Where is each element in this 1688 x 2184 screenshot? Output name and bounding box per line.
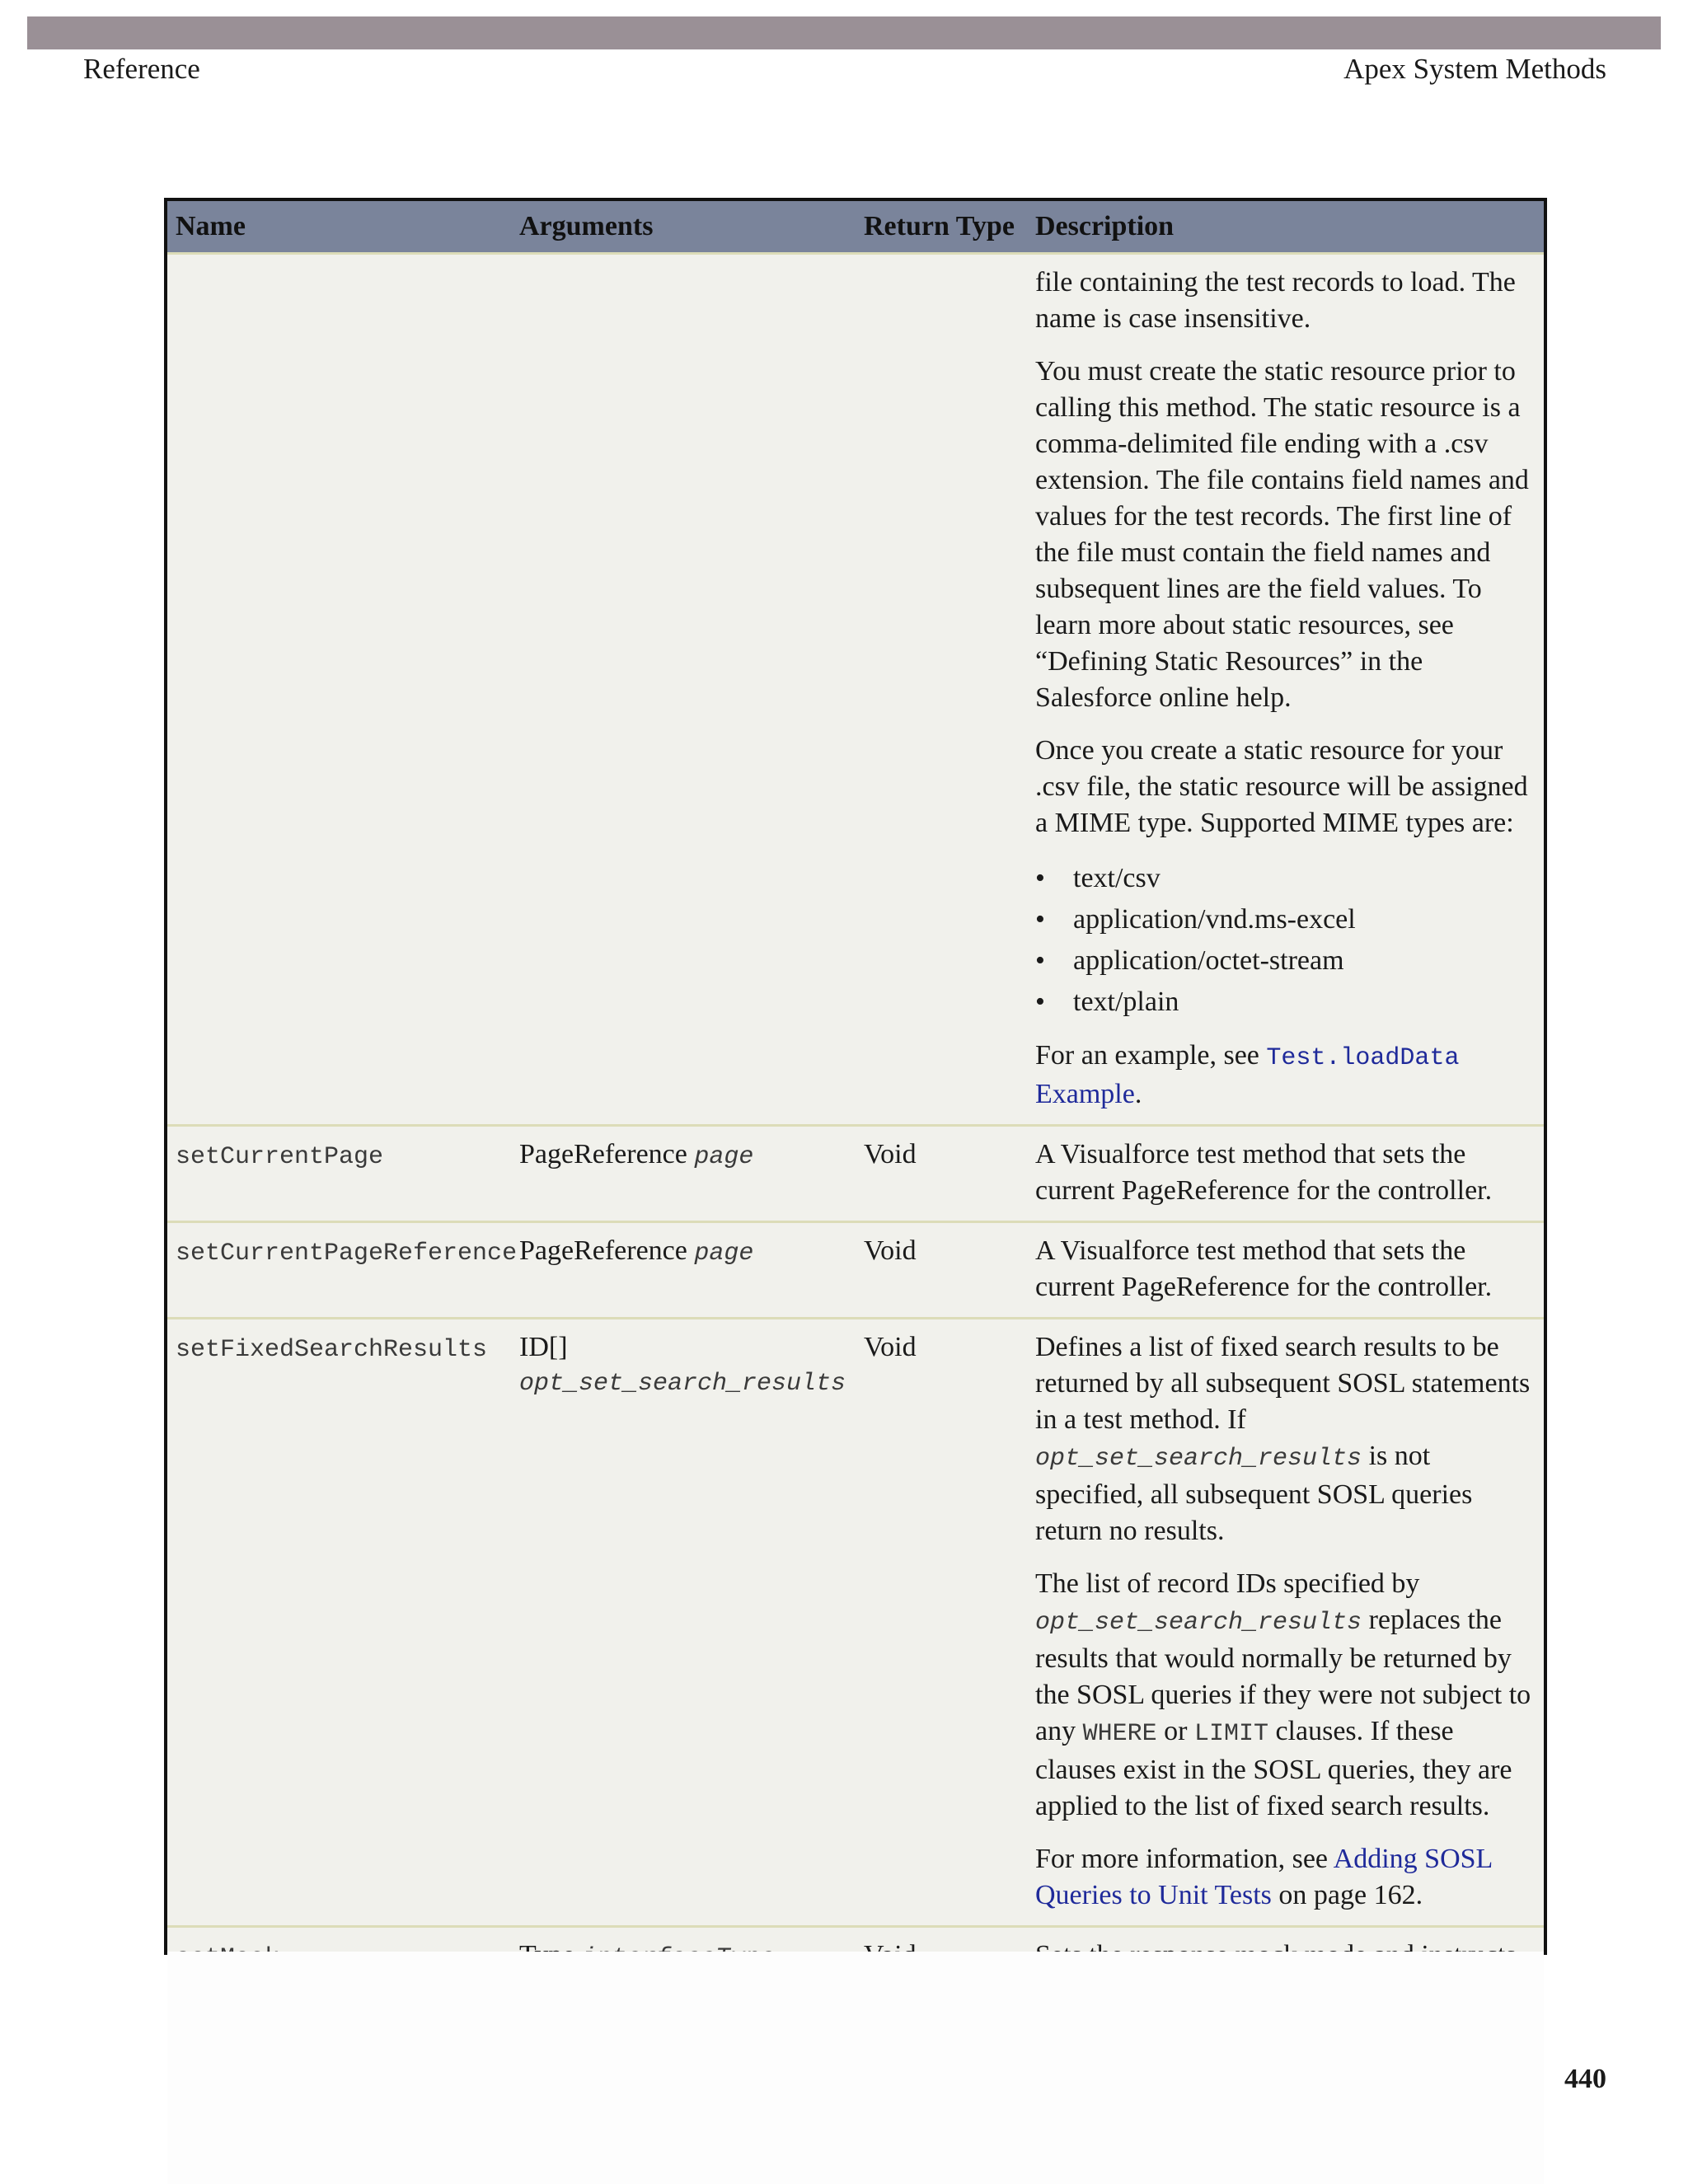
table-row <box>167 254 1544 1126</box>
arguments-cell <box>511 254 856 1126</box>
argument-name: opt_set_search_results <box>519 1370 846 1398</box>
page-number: 440 <box>1564 2064 1606 2094</box>
argument-type: PageReference <box>519 1235 687 1266</box>
example-link[interactable]: Example <box>1035 1079 1135 1109</box>
methods-table <box>164 198 1547 1955</box>
list-item <box>1035 899 1540 940</box>
text: on page 162. <box>1271 1880 1423 1910</box>
text: clauses. If these clauses exist in the SOSL queries, they are applied to the list of fixed search results. <box>1035 1716 1512 1821</box>
table-row <box>167 1319 1544 1927</box>
text: is not specified, all subsequent SOSL queries return no results. <box>1035 1441 1473 1546</box>
bullet: • <box>1035 945 1045 976</box>
text: The list of record IDs specified by <box>1035 1568 1420 1599</box>
return-type-cell: Void <box>856 1126 1027 1222</box>
return-type-cell: Void <box>856 1222 1027 1319</box>
header-section-title: Reference <box>83 53 200 85</box>
argument-name: page <box>694 1143 754 1171</box>
name-cell <box>167 254 511 1126</box>
text: replaces the results that would normally be returned by the SOSL queries if they were not subject to any <box>1035 1605 1531 1746</box>
mime-type: text/plain <box>1073 987 1179 1017</box>
description-paragraph <box>1035 1566 1540 1825</box>
name-cell <box>167 1126 511 1222</box>
sosl-unit-tests-link[interactable]: Adding SOSL Queries to Unit Tests <box>1035 1844 1493 1910</box>
return-type-cell: Void <box>856 1319 1027 1927</box>
list-item <box>1035 982 1540 1023</box>
description-paragraph <box>1035 1038 1540 1113</box>
bullet: • <box>1035 987 1045 1017</box>
arguments-cell <box>511 1222 856 1319</box>
name-cell <box>167 1319 511 1927</box>
argument-type: ID[] <box>519 1332 568 1362</box>
column-header-arguments: Arguments <box>511 201 856 254</box>
name-cell <box>167 1222 518 1319</box>
description-paragraph: Once you create a static resource for your .csv file, the static resource will be assigned a MIME type. Supported MIME types are: <box>1035 735 1528 838</box>
keyword-code: WHERE <box>1082 1720 1157 1748</box>
description-paragraph <box>1035 1329 1540 1549</box>
column-header-return-type: Return Type <box>856 201 1027 254</box>
description-cell: A Visualforce test method that sets the current PageReference for the controller. <box>1027 1222 1544 1319</box>
arguments-cell <box>511 1126 856 1222</box>
text: For more information, see <box>1035 1844 1334 1874</box>
argument-name: page <box>694 1240 754 1268</box>
arguments-cell <box>511 1319 856 1927</box>
parameter-code: opt_set_search_results <box>1035 1609 1362 1637</box>
argument-type: PageReference <box>519 1139 687 1169</box>
mime-type: application/vnd.ms-excel <box>1073 904 1356 935</box>
example-link-code[interactable]: Test.loadData <box>1266 1044 1460 1072</box>
example-suffix: . <box>1134 1079 1142 1109</box>
list-item <box>1035 940 1540 982</box>
table-row <box>167 1222 1544 1319</box>
table-row <box>167 1126 1544 1222</box>
text: or <box>1156 1716 1194 1746</box>
description-paragraph: You must create the static resource prior to calling this method. The static resource is a comma-delimited file ending with a .csv extension. The file contains field names and values for the test records. The first line of the file must contain the field names and subsequent lines are the field values. To learn more about static resources, see “Defining Static Resources” in the Salesforce online help. <box>1035 356 1529 713</box>
column-header-description: Description <box>1027 201 1544 254</box>
parameter-code: opt_set_search_results <box>1035 1445 1362 1473</box>
description-cell <box>1027 1319 1544 1927</box>
bullet: • <box>1035 904 1045 935</box>
mime-type: text/csv <box>1073 863 1160 893</box>
description-cell <box>1027 254 1544 1126</box>
text: Defines a list of fixed search results to be returned by all subsequent SOSL statements in a test method. If <box>1035 1332 1531 1435</box>
example-prefix: For an example, see <box>1035 1040 1267 1071</box>
description-paragraph: file containing the test records to load. The name is case insensitive. <box>1035 267 1516 334</box>
bullet: • <box>1035 863 1045 893</box>
method-name: setFixedSearchResults <box>176 1336 488 1364</box>
page-bottom-area <box>167 1952 1544 2184</box>
column-header-name: Name <box>167 201 511 254</box>
header-chapter-title: Apex System Methods <box>1343 53 1606 85</box>
description-cell: A Visualforce test method that sets the current PageReference for the controller. <box>1027 1126 1544 1222</box>
mime-type: application/octet-stream <box>1073 945 1344 976</box>
list-item <box>1035 858 1540 899</box>
header-bar <box>27 16 1661 49</box>
mime-type-list <box>1035 858 1540 1023</box>
table-header-row <box>167 201 1544 254</box>
method-name: setCurrentPage <box>176 1143 384 1171</box>
method-name: setCurrentPageReference <box>176 1240 518 1268</box>
return-type-cell <box>856 254 1027 1126</box>
description-paragraph <box>1035 1841 1540 1914</box>
keyword-code: LIMIT <box>1193 1720 1268 1748</box>
